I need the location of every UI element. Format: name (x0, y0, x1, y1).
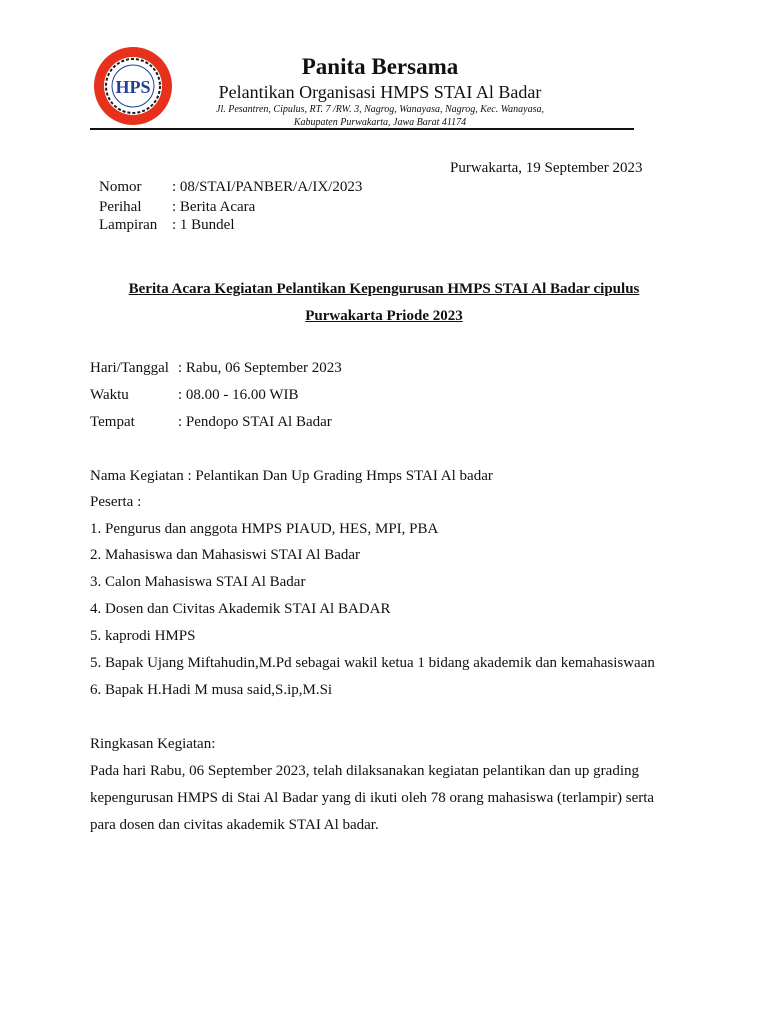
detail-label-place: Tempat (90, 414, 135, 430)
summary-line: Pada hari Rabu, 06 September 2023, telah dilaksanakan kegiatan pelantikan dan up grading (90, 763, 640, 779)
detail-value-date: : Rabu, 06 September 2023 (178, 360, 342, 376)
document-title-line2: Purwakarta Priode 2023 (305, 308, 463, 324)
meta-value-perihal: : Berita Acara (172, 199, 256, 215)
meta-label-lampiran: Lampiran (99, 217, 158, 233)
participants-label: Peserta : (90, 494, 142, 510)
header-title: Panita Bersama (301, 54, 459, 79)
participant-item: 3. Calon Mahasiswa STAI Al Badar (90, 574, 306, 590)
header-subtitle: Pelantikan Organisasi HMPS STAI Al Badar (218, 82, 542, 102)
meta-value-lampiran: : 1 Bundel (172, 217, 235, 233)
detail-label-date: Hari/Tanggal (90, 360, 169, 376)
meta-label-perihal: Perihal (99, 199, 142, 215)
detail-label-time: Waktu (90, 387, 129, 403)
participant-item: 6. Bapak H.Hadi M musa said,S.ip,M.Si (90, 682, 333, 698)
meta-label-nomor: Nomor (99, 179, 142, 195)
detail-value-time: : 08.00 - 16.00 WIB (178, 387, 299, 403)
meta-value-nomor: : 08/STAI/PANBER/A/IX/2023 (172, 179, 363, 195)
participant-item: 1. Pengurus dan anggota HMPS PIAUD, HES, MPI, PBA (90, 521, 439, 537)
header-address-line1: Jl. Pesantren, Cipulus, RT. 7 /RW. 3, Nagrog, Wanayasa, Nagrog, Kec. Wanayasa, (216, 104, 544, 115)
logo-letters: HPS (115, 77, 151, 97)
participant-item: 2. Mahasiswa dan Mahasiswi STAI Al Badar (90, 547, 361, 563)
summary-label: Ringkasan Kegiatan: (90, 736, 216, 752)
summary-line: kepengurusan HMPS di Stai Al Badar yang di ikuti oleh 78 orang mahasiswa (terlampir) serta (90, 790, 655, 806)
place-date: Purwakarta, 19 September 2023 (450, 160, 643, 176)
header-rule (90, 128, 634, 130)
detail-value-place: : Pendopo STAI Al Badar (178, 414, 332, 430)
summary-line: para dosen dan civitas akademik STAI Al badar. (90, 817, 379, 833)
header-address-line2: Kabupaten Purwakarta, Jawa Barat 41174 (293, 117, 467, 128)
participant-item: 5. kaprodi HMPS (90, 628, 196, 644)
document-title-line1: Berita Acara Kegiatan Pelantikan Kepengurusan HMPS STAI Al Badar cipulus (128, 281, 640, 297)
participant-item: 5. Bapak Ujang Miftahudin,M.Pd sebagai wakil ketua 1 bidang akademik dan kemahasiswaan (90, 655, 655, 671)
participant-item: 4. Dosen dan Civitas Akademik STAI Al BADAR (90, 601, 391, 617)
activity-name: Nama Kegiatan : Pelantikan Dan Up Grading Hmps STAI Al badar (90, 468, 493, 484)
